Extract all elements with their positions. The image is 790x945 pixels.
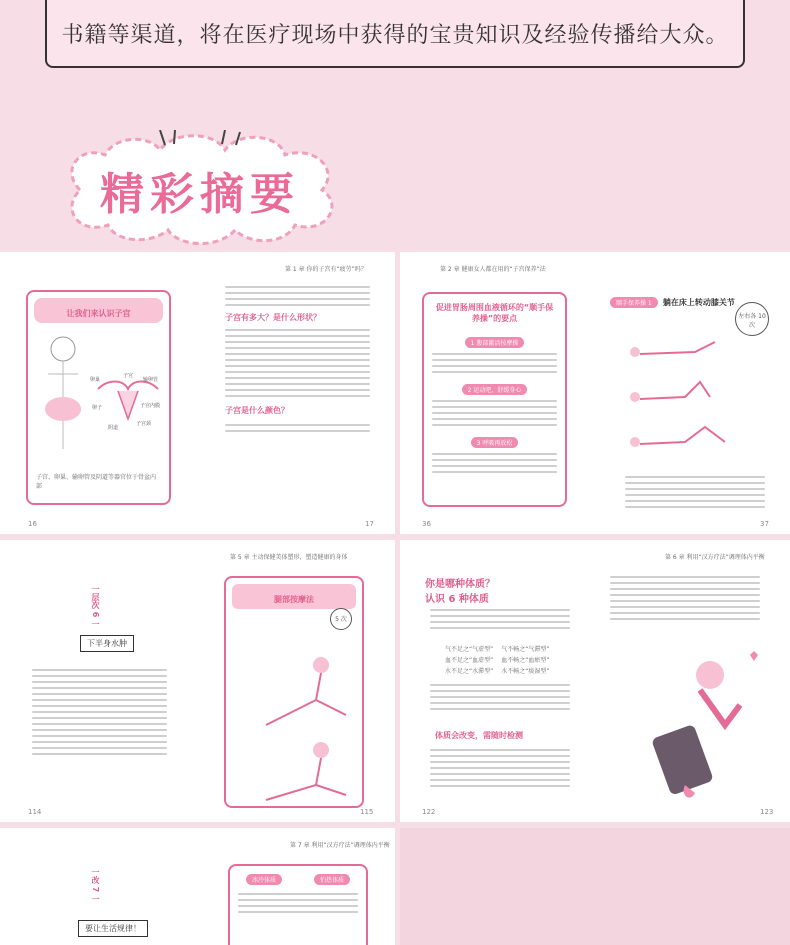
blank-page — [400, 828, 790, 945]
section-vertical-tag: 一改 7 一 — [91, 868, 100, 904]
page-number: 114 — [28, 808, 42, 816]
uterus-caption: 子宫、卵巢、输卵管及阴道等器官位于骨盆内部 — [36, 474, 157, 490]
label-ovary: 卵巢 — [90, 377, 101, 383]
type-item: 水不畅之“痰湿型” — [501, 668, 550, 675]
label-endometrium: 子宫内膜 — [140, 403, 161, 409]
repeat-badge: 5 次 — [330, 608, 352, 630]
label-tube: 输卵管 — [143, 377, 159, 383]
leg-massage-box — [224, 576, 364, 808]
exercise-points-box — [422, 292, 567, 507]
page-number: 123 — [760, 808, 774, 816]
label-vagina: 阴道 — [108, 425, 119, 431]
points-title: 促进胃肠周围血液循环的“顺手保养操”的要点 — [435, 303, 554, 323]
label-cervix: 子宫颈 — [136, 421, 152, 427]
page-number: 36 — [422, 520, 431, 528]
type-list — [445, 645, 549, 676]
heading-color: 子宫是什么颜色？ — [225, 406, 289, 415]
section-heading: 体质会改变，需随时检测 — [435, 731, 523, 740]
page-number: 122 — [422, 808, 436, 816]
type-item: 气不足之“气虚型” — [445, 646, 494, 653]
title-line-1: 你是哪种体质？ — [425, 579, 495, 590]
page-number: 37 — [760, 520, 769, 528]
page-number: 17 — [365, 520, 374, 528]
type-item: 血不足之“血虚型” — [445, 657, 494, 664]
exercise-tag: 顺手保养操 1 — [610, 297, 658, 308]
constitution-title — [425, 575, 495, 605]
label-egg: 卵子 — [92, 405, 103, 411]
body-diagram-icon — [28, 329, 168, 469]
exercise-figures-icon — [615, 322, 765, 462]
heading-size: 子宫有多大？是什么形状？ — [225, 313, 321, 322]
intro-banner — [45, 0, 745, 68]
type-item: 血不畅之“血瘀型” — [501, 657, 550, 664]
exercise-title-row — [610, 290, 735, 309]
section-title-cloud — [50, 130, 350, 250]
tag-cold: 冰冷体质 — [246, 874, 282, 885]
type-item: 气不畅之“气滞型” — [501, 646, 550, 653]
section-box-title: 要让生活规律！ — [78, 920, 148, 937]
title-line-2: 认识 6 种体质 — [425, 594, 489, 605]
type-item: 水不足之“水滞型” — [445, 668, 494, 675]
spread-4 — [400, 540, 790, 822]
repeat-badge: 左右各 10 次 — [735, 302, 769, 336]
point-3: 3 呼吸再放松 — [471, 437, 519, 448]
point-2: 2 运动吧，舒缓身心 — [462, 384, 528, 395]
page-header: 第 6 章 利用“汉方疗法”调理体内平衡 — [665, 554, 765, 561]
section-title: 精彩摘要 — [100, 169, 300, 220]
page-header: 第 5 章 主动保健美体塑形，塑造健康的身体 — [230, 554, 348, 561]
page-header: 第 7 章 利用“汉方疗法”调理体内平衡 — [290, 842, 390, 849]
tag-hot: 怕热体质 — [314, 874, 350, 885]
uterus-box — [26, 290, 171, 505]
leg-massage-title: 腿部按摩法 — [274, 595, 314, 604]
page-header: 第 2 章 健康女人都在用的“子宫保养”法 — [440, 266, 546, 273]
right-text — [225, 282, 370, 436]
spread-1 — [0, 252, 395, 534]
uterus-box-title: 让我们来认识子宫 — [66, 309, 131, 318]
banner-text: 书籍等渠道，将在医疗现场中获得的宝贵知识及经验传播给大众。 — [61, 22, 729, 48]
exercise-title: 躺在床上转动膝关节 — [662, 298, 735, 307]
massage-figures-icon — [226, 615, 362, 805]
section-vertical-tag: 一层次 6 一 — [91, 585, 100, 629]
page-header: 第 1 章 你的子宫有“疲劳”吗？ — [285, 266, 367, 273]
page-number: 115 — [360, 808, 374, 816]
spread-5 — [0, 828, 395, 945]
label-uterus: 子宫 — [123, 373, 134, 379]
page-number: 16 — [28, 520, 37, 528]
woman-bottle-illustration-icon — [630, 635, 770, 805]
constitution-box — [228, 864, 368, 945]
point-1: 1 腹部激活按摩操 — [465, 337, 525, 348]
section-box-title: 下半身水肿 — [80, 635, 134, 652]
spread-2 — [400, 252, 790, 534]
spread-3 — [0, 540, 395, 822]
